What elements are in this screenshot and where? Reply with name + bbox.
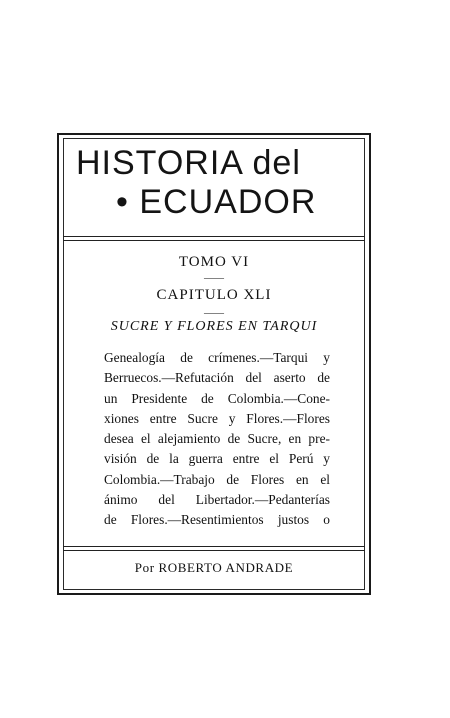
volume-label: TOMO VI (178, 254, 250, 270)
chapter-subtitle: SUCRE Y FLORES EN TARQUI (110, 319, 318, 334)
summary-line: desea el alejamiento de Sucre, en pre- (104, 431, 330, 447)
summary-line: de Flores.—Resentimientos justos o (104, 512, 330, 528)
chapter-summary (104, 348, 330, 531)
separator-1: —— (204, 273, 224, 284)
chapter-label: CAPITULO XLI (156, 287, 272, 303)
separator-2: —— (204, 308, 224, 319)
summary-line: Genealogía de crímenes.—Tarqui y (104, 350, 330, 365)
summary-line: Berruecos.—Refutación del aserto de (104, 370, 330, 386)
byline-rule-top (63, 546, 365, 547)
summary-line: visión de la guerra entre el Perú y (104, 451, 330, 467)
summary-line: xiones entre Sucre y Flores.—Flores (104, 410, 330, 426)
title-rule-bottom (63, 240, 365, 241)
summary-line: un Presidente de Colombia.—Cone- (104, 390, 330, 406)
title-line-2: • ECUADOR (116, 183, 317, 221)
author-byline: Por ROBERTO ANDRADE (134, 560, 294, 575)
byline-rule-bottom (63, 550, 365, 551)
title-rule-top (63, 236, 365, 237)
summary-line: ánimo del Libertador.—Pedanterías (104, 492, 330, 508)
summary-line: Colombia.—Trabajo de Flores en el (104, 471, 330, 487)
title-line-1: HISTORIA del (76, 144, 301, 182)
